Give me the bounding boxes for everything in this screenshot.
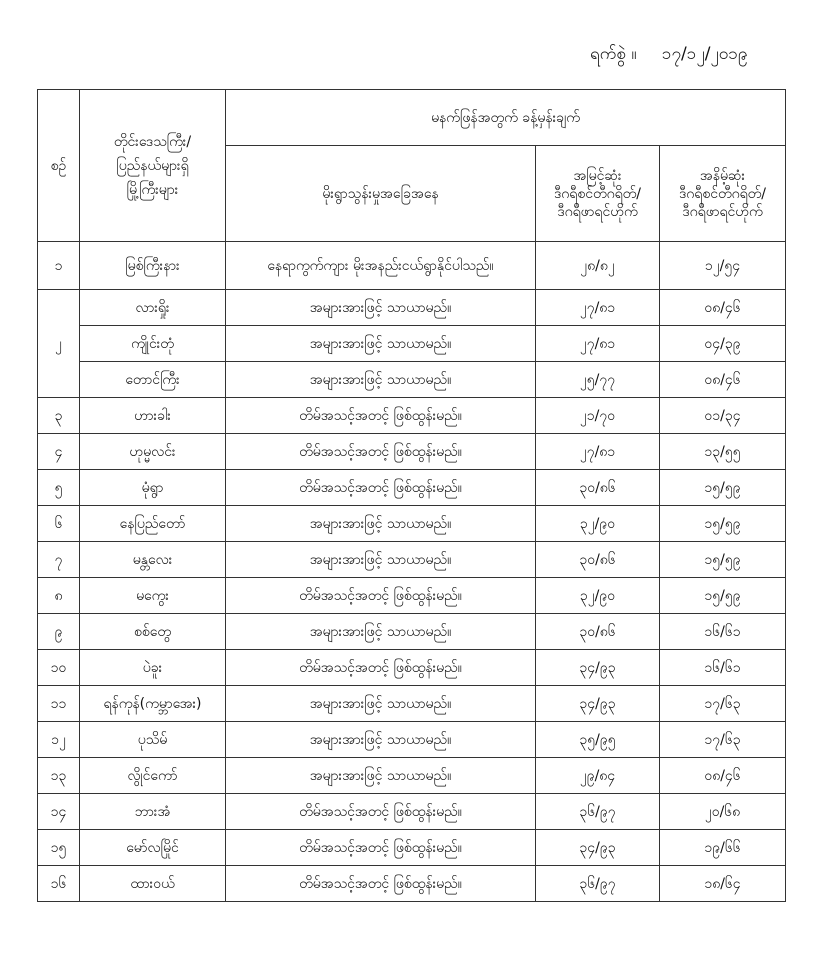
- table-row: [38, 242, 786, 290]
- city-name: မန္တလေး: [80, 542, 226, 578]
- header-city-line-3: မြို့ကြီးများ: [126, 181, 179, 198]
- header-city: [80, 90, 226, 242]
- rain-condition: တိမ်အသင့်အတင့် ဖြစ်ထွန်းမည်။: [226, 578, 536, 614]
- max-temp: ၃၅/၉၅: [536, 722, 660, 758]
- rain-condition: အများအားဖြင့် သာယာမည်။: [226, 506, 536, 542]
- rain-condition: အများအားဖြင့် သာယာမည်။: [226, 362, 536, 398]
- serial-no: ၈: [38, 578, 80, 614]
- table-row: [38, 614, 786, 650]
- rain-condition: အများအားဖြင့် သာယာမည်။: [226, 758, 536, 794]
- city-name: တောင်ကြီး: [80, 362, 226, 398]
- serial-no: ၁၄: [38, 794, 80, 830]
- min-temp: ၁၅/၅၉: [660, 470, 786, 506]
- min-temp: ၁၈/၆၄: [660, 866, 786, 902]
- table-row: [38, 830, 786, 866]
- table-row: [38, 362, 786, 398]
- city-name: ရန်ကုန်(ကမ္ဘာအေး): [80, 686, 226, 722]
- header-serial-no: စဉ်: [38, 90, 80, 242]
- min-temp: ၀၁/၃၄: [660, 398, 786, 434]
- max-temp: ၂၇/၈၁: [536, 326, 660, 362]
- city-name: လားရှိုး: [80, 290, 226, 326]
- header-max-temp: [536, 146, 660, 242]
- header-min-line-2: ဒီဂရီစင်တီဂရိတ်/: [679, 185, 766, 202]
- city-name: ထားဝယ်: [80, 866, 226, 902]
- rain-condition: တိမ်အသင့်အတင့် ဖြစ်ထွန်းမည်။: [226, 794, 536, 830]
- min-temp: ၀၈/၄၆: [660, 758, 786, 794]
- min-temp: ၁၆/၆၁: [660, 614, 786, 650]
- serial-no: ၁၀: [38, 650, 80, 686]
- rain-condition: နေရာကွက်ကျား မိုးအနည်းငယ်ရွာနိုင်ပါသည်။: [226, 242, 536, 290]
- table-row: [38, 398, 786, 434]
- rain-condition: အများအားဖြင့် သာယာမည်။: [226, 326, 536, 362]
- max-temp: ၃၂/၉၀: [536, 578, 660, 614]
- max-temp: ၃၀/၈၆: [536, 542, 660, 578]
- max-temp: ၃၄/၉၃: [536, 686, 660, 722]
- header-max-line-3: ဒီဂရီဖာရင်ဟိုက်: [557, 203, 638, 220]
- rain-condition: အများအားဖြင့် သာယာမည်။: [226, 542, 536, 578]
- max-temp: ၂၇/၈၁: [536, 290, 660, 326]
- min-temp: ၁၇/၆၃: [660, 686, 786, 722]
- table-row: [38, 470, 786, 506]
- city-name: နေပြည်တော်: [80, 506, 226, 542]
- serial-no: ၆: [38, 506, 80, 542]
- min-temp: ၁၃/၅၅: [660, 434, 786, 470]
- serial-no: ၁၆: [38, 866, 80, 902]
- max-temp: ၃၀/၈၆: [536, 614, 660, 650]
- city-name: ပဲခူး: [80, 650, 226, 686]
- rain-condition: အများအားဖြင့် သာယာမည်။: [226, 722, 536, 758]
- report-date: [590, 43, 747, 68]
- rain-condition: တိမ်အသင့်အတင့် ဖြစ်ထွန်းမည်။: [226, 650, 536, 686]
- min-temp: ၀၈/၄၆: [660, 362, 786, 398]
- city-name: မြစ်ကြီးနား: [80, 242, 226, 290]
- rain-condition: အများအားဖြင့် သာယာမည်။: [226, 614, 536, 650]
- rain-condition: တိမ်အသင့်အတင့် ဖြစ်ထွန်းမည်။: [226, 830, 536, 866]
- city-name: ပုသိမ်: [80, 722, 226, 758]
- min-temp: ၁၅/၅၉: [660, 506, 786, 542]
- serial-no: ၁၅: [38, 830, 80, 866]
- table-row: [38, 866, 786, 902]
- min-temp: ၁၆/၆၁: [660, 650, 786, 686]
- header-city-line-2: ပြည်နယ်များရှိ: [116, 157, 189, 174]
- serial-no: ၁၂: [38, 722, 80, 758]
- table-row: [38, 578, 786, 614]
- serial-no: ၁၃: [38, 758, 80, 794]
- table-row: [38, 650, 786, 686]
- serial-no: ၇: [38, 542, 80, 578]
- forecast-table: [37, 89, 786, 902]
- max-temp: ၂၈/၈၂: [536, 242, 660, 290]
- max-temp: ၃၄/၉၃: [536, 830, 660, 866]
- max-temp: ၂၁/၇၀: [536, 398, 660, 434]
- min-temp: ၁၂/၅၄: [660, 242, 786, 290]
- serial-no: ၅: [38, 470, 80, 506]
- city-name: မုံရွာ: [80, 470, 226, 506]
- max-temp: ၃၆/၉၇: [536, 866, 660, 902]
- max-temp: ၃၂/၉၀: [536, 506, 660, 542]
- min-temp: ၁၇/၆၃: [660, 722, 786, 758]
- table-row: [38, 542, 786, 578]
- header-max-line-2: ဒီဂရီစင်တီဂရိတ်/: [554, 185, 641, 202]
- serial-no: ၂: [38, 290, 80, 398]
- city-name: မော်လမြိုင်: [80, 830, 226, 866]
- max-temp: ၃၄/၉၃: [536, 650, 660, 686]
- serial-no: ၁: [38, 242, 80, 290]
- date-label: ရက်စွဲ ။: [590, 44, 637, 64]
- max-temp: ၃၀/၈၆: [536, 470, 660, 506]
- min-temp: ၁၉/၆၆: [660, 830, 786, 866]
- rain-condition: တိမ်အသင့်အတင့် ဖြစ်ထွန်းမည်။: [226, 434, 536, 470]
- serial-no: ၄: [38, 434, 80, 470]
- max-temp: ၃၆/၉၇: [536, 794, 660, 830]
- header-min-temp: [660, 146, 786, 242]
- rain-condition: တိမ်အသင့်အတင့် ဖြစ်ထွန်းမည်။: [226, 470, 536, 506]
- max-temp: ၂၉/၈၄: [536, 758, 660, 794]
- city-name: မကွေး: [80, 578, 226, 614]
- table-row: [38, 794, 786, 830]
- table-row: [38, 506, 786, 542]
- rain-condition: တိမ်အသင့်အတင့် ဖြစ်ထွန်းမည်။: [226, 398, 536, 434]
- header-rain-condition: မိုးရွာသွန်းမှုအခြေအနေ: [226, 146, 536, 242]
- city-name: ဟားခါး: [80, 398, 226, 434]
- date-value: ၁၇/၁၂/၂၀၁၉: [661, 44, 748, 64]
- city-name: ကျိုင်းတုံ: [80, 326, 226, 362]
- header-forecast: မနက်ဖြန်အတွက် ခန့်မှန်းချက်: [226, 90, 786, 146]
- city-name: စစ်တွေ: [80, 614, 226, 650]
- max-temp: ၂၅/၇၇: [536, 362, 660, 398]
- serial-no: ၃: [38, 398, 80, 434]
- header-min-line-1: အနိမ့်ဆုံး: [699, 167, 746, 184]
- header-city-line-1: တိုင်းဒေသကြီး/: [113, 133, 192, 150]
- min-temp: ၁၅/၅၉: [660, 542, 786, 578]
- table-row: [38, 434, 786, 470]
- table-row: [38, 686, 786, 722]
- city-name: ဟုမ္မလင်း: [80, 434, 226, 470]
- serial-no: ၉: [38, 614, 80, 650]
- min-temp: ၁၅/၅၉: [660, 578, 786, 614]
- table-row: [38, 722, 786, 758]
- serial-no: ၁၁: [38, 686, 80, 722]
- rain-condition: တိမ်အသင့်အတင့် ဖြစ်ထွန်းမည်။: [226, 866, 536, 902]
- max-temp: ၂၇/၈၁: [536, 434, 660, 470]
- min-temp: ၀၈/၄၆: [660, 290, 786, 326]
- rain-condition: အများအားဖြင့် သာယာမည်။: [226, 290, 536, 326]
- table-row: [38, 290, 786, 326]
- header-min-line-3: ဒီဂရီဖာရင်ဟိုက်: [682, 203, 763, 220]
- min-temp: ၀၄/၃၉: [660, 326, 786, 362]
- rain-condition: အများအားဖြင့် သာယာမည်။: [226, 686, 536, 722]
- table-row: [38, 326, 786, 362]
- city-name: လွိုင်ကော်: [80, 758, 226, 794]
- table-row: [38, 758, 786, 794]
- city-name: ဘားအံ: [80, 794, 226, 830]
- header-max-line-1: အမြင့်ဆုံး: [573, 167, 622, 184]
- min-temp: ၂၀/၆၈: [660, 794, 786, 830]
